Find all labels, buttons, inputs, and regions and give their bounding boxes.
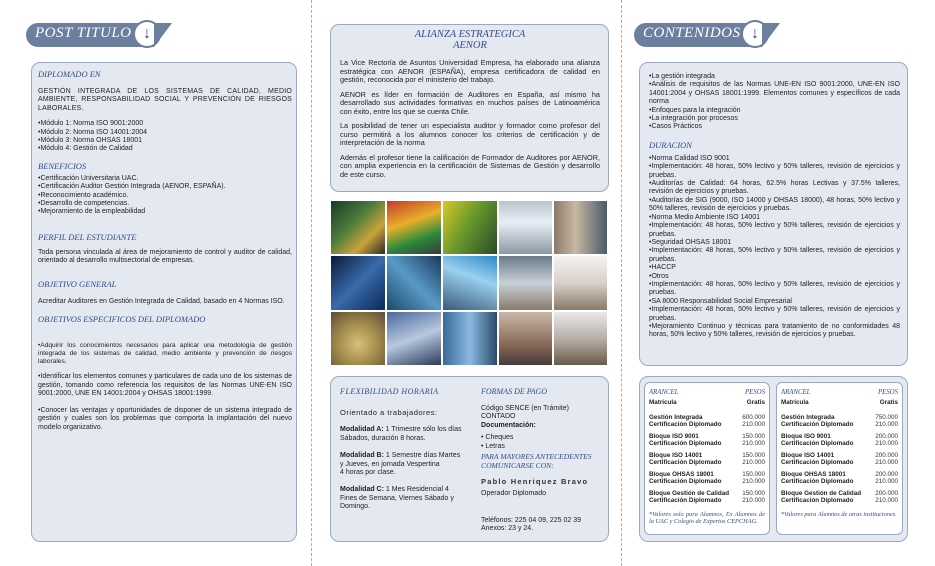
price-value: 150.000: [742, 452, 765, 459]
flexibilidad-panel: [330, 376, 609, 542]
contact-name: Pablo Henriquez Bravo: [481, 477, 589, 487]
especifico-item: •Conocer las ventajas y oportunidades de disponer de un sistema integrado de gestión y cuales son los problemas que comporta la implantación del nuevo modelo organizativo.: [38, 406, 292, 431]
beneficios-heading: BENEFICIOS: [38, 160, 87, 171]
modalidad-c: [340, 486, 462, 511]
photo-collage: [330, 200, 608, 366]
duracion-item: •Mejoramiento Continuo y técnicas para tratamiento de no conformidades 48 horas, 50% lectivo y 50% talleres, revisión de ejercicios y pruebas.: [649, 322, 900, 339]
arancel-title: ARANCEL: [781, 389, 811, 396]
duracion-heading: DURACION: [649, 139, 692, 150]
price-value: 600.000: [742, 414, 765, 421]
industrial-photo: [386, 311, 442, 366]
tab-tail-shape: [154, 23, 172, 47]
contenido-item: •Casos Prácticos: [649, 123, 703, 131]
price-value-sub: 210.000: [742, 440, 765, 448]
duracion-item: •Auditorías de Calidad: 64 horas, 62.5% horas Lectivas y 37.5% talleres, revisión de ejercicios y pruebas.: [649, 180, 900, 196]
price-value: 200.000: [875, 452, 898, 459]
price-item-sub: Certificación Diplomado: [649, 459, 722, 467]
pago-sence: Código SENCE (en Trámite): [481, 405, 569, 412]
contenido-item: •La gestión integrada: [649, 73, 715, 80]
aenor-heading: AENOR: [453, 40, 487, 51]
price-value-sub: 210.000: [875, 459, 898, 467]
grain-photo: [330, 311, 386, 366]
price-item-sub: Certificación Diplomado: [649, 440, 722, 448]
documentacion-label: Documentación:: [481, 421, 536, 429]
alianza-paragraph: La posibilidad de tener un especialista auditor y formador como profesor del curso permitirá a los alumnos conocer los criterios de certificación y de interpretación de la norma: [340, 121, 600, 147]
pago-contado: CONTADO: [481, 413, 516, 421]
industrial-photo: [386, 255, 442, 311]
duracion-item: •Auditorías de SIG (9000, ISO 14000 y OHSAS 18000), 48 horas, 50% lectivo y 50% talleres, revisión de ejercicios y pruebas.: [649, 196, 900, 213]
price-value-sub: 210.000: [742, 421, 765, 429]
price-value: 150.000: [742, 471, 765, 478]
price-item: Bloque Gestión de Calidad: [781, 490, 862, 497]
duracion-item: •Implementación: 48 horas, 50% lectivo y 50% talleres, revisión de ejercicios y pruebas.: [649, 280, 900, 297]
especifico-item: •Adquirir los conocimientos necesarios para aplicar una metodología de gestión integrada de los sistemas de calidad, medio ambiente y prevención de riesgos laborales.: [38, 342, 292, 365]
price-item: Bloque ISO 9001: [781, 433, 831, 440]
beneficios-list: [38, 175, 292, 217]
chef-photo: [553, 255, 608, 311]
alianza-paragraph: La Vice Rectoría de Asuntos Universidad Empresa, ha elaborado una alianza estratégica con AENOR (ESPAÑA), empresa certificadora de calidad en gestión, reconocida por el ministerio del trabajo.: [340, 58, 600, 84]
arancel-box-otros: [776, 382, 903, 535]
price-item: Gestión Integrada: [649, 414, 703, 421]
duracion-item: •Norma Calidad ISO 9001: [649, 154, 730, 162]
beneficio-item: •Mejoramiento de la empleabilidad: [38, 208, 146, 216]
duracion-item: •Norma Medio Ambiente ISO 14001: [649, 213, 761, 221]
diplomado-panel: [31, 62, 297, 542]
flexibilidad-heading: FLEXIBILIDAD HORARIA: [340, 387, 439, 396]
contenidos-heading: CONTENIDOS: [643, 25, 741, 41]
modalidad-c-text: 1 Mes Residencial 4 Fines de Semana, Viernes Sábado y Domingo.: [340, 486, 454, 511]
price-value: 200.000: [875, 433, 898, 440]
duracion-item: •Seguridad OHSAS 18001: [649, 238, 732, 246]
price-value: 150.000: [742, 490, 765, 497]
duracion-item: •Implementación: 48 horas, 50% lectivo y 50% talleres, revisión de ejercicios y pruebas.: [649, 306, 900, 322]
alianza-panel: [330, 24, 609, 192]
duracion-item: •Otros: [649, 272, 669, 280]
price-item: Gestión Integrada: [781, 414, 835, 421]
duracion-item: •SA 8000 Responsabilidad Social Empresarial: [649, 297, 792, 305]
modulo-item: •Módulo 1: Norma ISO 9001:2000: [38, 120, 144, 128]
price-row: [781, 471, 898, 490]
arancel-note: *Valores solo para Alumnos, Ex Alumnos de la UAC y Colegio de Expertos CEPCHAG.: [649, 511, 765, 526]
price-value-sub: 210.000: [742, 459, 765, 467]
objetivo-text: Acreditar Auditores en Gestión Integrada de Calidad, basado en 4 Normas ISO.: [38, 297, 285, 305]
industrial-photo: [330, 255, 386, 311]
price-row: [649, 490, 765, 509]
arrow-down-icon: ↓: [133, 20, 161, 48]
price-item-sub: Certificación Diplomado: [649, 497, 722, 505]
price-item-sub: Certificación Diplomado: [781, 440, 854, 448]
arrow-down-icon: ↓: [741, 20, 769, 48]
arancel-panel: [639, 376, 908, 542]
contact-anexos: Anexos: 23 y 24.: [481, 525, 534, 533]
objetivo-heading: OBJETIVO GENERAL: [38, 278, 117, 289]
price-value: 200.000: [875, 471, 898, 478]
contenidos-tab: [634, 23, 762, 47]
duracion-list: [649, 155, 900, 340]
fold-line-left: [311, 0, 312, 566]
price-value-sub: 210.000: [742, 497, 765, 505]
price-item: Bloque OHSAS 18001: [649, 471, 714, 478]
contenido-item: •La integración por procesos: [649, 115, 738, 123]
price-row: [781, 490, 898, 509]
post-titulo-tab: [26, 23, 154, 47]
arancel-note: *Valores para Alumnos de otras instituciones.: [781, 511, 897, 518]
price-item: Bloque Gestión de Calidad: [649, 490, 730, 497]
alianza-paragraph: AENOR es líder en formación de Auditores en España, así mismo ha desarrollado sus actividades formativas en muchos países de Latinoamérica con éxito, entre los que se cuenta Chile.: [340, 89, 600, 116]
modulos-list: [38, 120, 292, 154]
contact-role: Operador Diplomado: [481, 490, 546, 498]
matricula-label: Matrícula: [781, 399, 809, 406]
modalidad-a-text: 1 Trimestre sólo los días Sábados, duración 8 horas.: [340, 426, 462, 442]
price-row: [781, 414, 898, 433]
modulo-item: •Módulo 2: Norma ISO 14001:2004: [38, 128, 148, 136]
price-item-sub: Certificación Diplomado: [781, 478, 854, 486]
price-row: [649, 452, 765, 471]
perfil-text: Toda persona vinculada al área de mejoramiento de control y auditor de calidad, orientado al desarrollo multisectorial de empresas.: [38, 248, 292, 265]
modalidad-b-label: Modalidad B:: [340, 452, 384, 460]
duracion-item: •Implementación: 48 horas, 50% lectivo y 50% talleres, revisión de ejercicios y pruebas.: [649, 163, 900, 179]
diplomado-heading: DIPLOMADO EN: [38, 69, 101, 79]
tab-tail-shape: [762, 23, 780, 47]
price-value: 750.000: [875, 414, 898, 421]
price-value-sub: 210.000: [742, 478, 765, 486]
price-row: [781, 452, 898, 471]
contact-heading-2: COMUNICARSE CON:: [481, 460, 554, 470]
price-value: 150.000: [742, 433, 765, 440]
diplomado-text: GESTIÓN INTEGRADA DE LOS SISTEMAS DE CALIDAD, MEDIO AMBIENTE, RESPONSABILIDAD SOCIAL Y PREVENCIÓN DE RIESGOS LABORALES.: [38, 88, 292, 112]
fold-line-right: [621, 0, 622, 566]
industrial-photo: [442, 255, 498, 311]
contact-phones: Teléfonos: 225 04 09, 225 02 39: [481, 516, 582, 524]
contenidos-list: [649, 73, 900, 132]
production-line-photo: [498, 255, 553, 311]
price-item-sub: Certificación Diplomado: [781, 459, 854, 467]
alianza-heading: ALIANZA ESTRATEGICA: [414, 29, 526, 40]
doc-item: • Cheques: [481, 434, 514, 442]
matricula-value: Gratis: [746, 399, 765, 406]
price-item-sub: Certificación Diplomado: [649, 421, 722, 429]
price-value-sub: 210.000: [875, 421, 898, 429]
matricula-label: Matrícula: [649, 399, 677, 406]
modalidad-c-label: Modalidad C:: [340, 486, 384, 494]
chef-photo: [553, 311, 608, 366]
price-item-sub: Certificación Diplomado: [649, 478, 722, 486]
duracion-item: •HACCP: [649, 264, 676, 272]
price-item: Bloque ISO 14001: [649, 452, 703, 459]
pesos-label: PESOS: [877, 389, 898, 396]
price-value: 200.000: [875, 490, 898, 497]
price-value-sub: 210.000: [875, 440, 898, 448]
price-item: Bloque OHSAS 18001: [781, 471, 846, 478]
price-item-sub: Certificación Diplomado: [781, 497, 854, 505]
arancel-box-uac: [644, 382, 770, 535]
modalidad-b-extra: 4 horas por clase.: [340, 469, 396, 477]
matricula-value: Gratis: [879, 399, 898, 406]
especificos-heading: OBJETIVOS ESPECIFICOS DEL DIPLOMADO: [38, 314, 206, 325]
contenido-item: •Enfoques para la integración: [649, 106, 741, 114]
beneficio-item: •Certificación Universitaria UAC.: [38, 174, 139, 182]
pesos-label: PESOS: [744, 389, 765, 396]
price-row: [649, 433, 765, 452]
doc-item: • Letras: [481, 442, 505, 450]
industrial-photo: [442, 311, 498, 366]
price-row: [649, 414, 765, 433]
pago-heading: FORMAS DE PAGO: [481, 387, 548, 396]
price-row: [781, 433, 898, 452]
modalidad-a: [340, 426, 462, 443]
beneficio-item: •Certificación Auditor Gestión Integrada (AENOR, ESPAÑA).: [38, 183, 226, 191]
lab-worker-photo: [498, 200, 553, 255]
industrial-photo: [330, 200, 386, 255]
modalidad-b: [340, 452, 462, 469]
price-value-sub: 210.000: [875, 478, 898, 486]
contenidos-panel: [639, 62, 908, 366]
industrial-photo: [442, 200, 498, 255]
beneficio-item: •Desarrollo de competencias.: [38, 200, 130, 208]
contact-heading: PARA MAYORES ANTECEDENTES: [481, 452, 592, 462]
chef-photo: [498, 311, 553, 366]
beneficio-item: •Reconocimiento académico.: [38, 191, 129, 199]
price-value-sub: 210.000: [875, 497, 898, 505]
modalidad-b-text: 1 Semestre días Martes y Jueves, en jornada Vespertina: [340, 452, 461, 468]
duracion-item: •Implementación: 48 horas, 50% lectivo y 50% talleres, revisión de ejercicios y pruebas.: [649, 247, 900, 263]
orientado-label: Orientado a trabajadores:: [340, 408, 438, 417]
especifico-item: •Identificar los elementos comunes y particulares de cada uno de los sistemas de gestión, tomando como referencia los requisitos de las Normas UNE-EN ISO 9001:2000, UNE EN 14001:2004 y OHSAS 18001:1999.: [38, 373, 292, 398]
post-titulo-heading: POST TITULO: [35, 25, 132, 41]
modulo-item: •Módulo 3: Norma OHSAS 18001: [38, 137, 143, 145]
duracion-item: •Implementación: 48 horas, 50% lectivo y 50% talleres, revisión de ejercicios y pruebas.: [649, 222, 900, 238]
modalidad-a-label: Modalidad A:: [340, 426, 384, 434]
contenido-item: •Análisis de requisitos de las Normas UNE-EN ISO 9001:2000, UNE-EN ISO 14001:2004 y OHSAS 18001:1999. Elementos comunes y específicos de cada norma: [649, 81, 900, 106]
price-item: Bloque ISO 9001: [649, 433, 699, 440]
factory-worker-photo: [553, 200, 608, 255]
modulo-item: •Módulo 4: Gestión de Calidad: [38, 145, 133, 153]
industrial-photo: [386, 200, 442, 255]
arancel-title: ARANCEL: [649, 389, 679, 396]
price-item: Bloque ISO 14001: [781, 452, 835, 459]
perfil-heading: PERFIL DEL ESTUDIANTE: [38, 231, 137, 242]
price-item-sub: Certificación Diplomado: [781, 421, 854, 429]
alianza-paragraph: Además el profesor tiene la calificación de Formador de Auditores por AENOR, con amplia experiencia en la certificación de Sistemas de Gestión y desarrollo de este curso.: [340, 152, 600, 179]
price-row: [649, 471, 765, 490]
